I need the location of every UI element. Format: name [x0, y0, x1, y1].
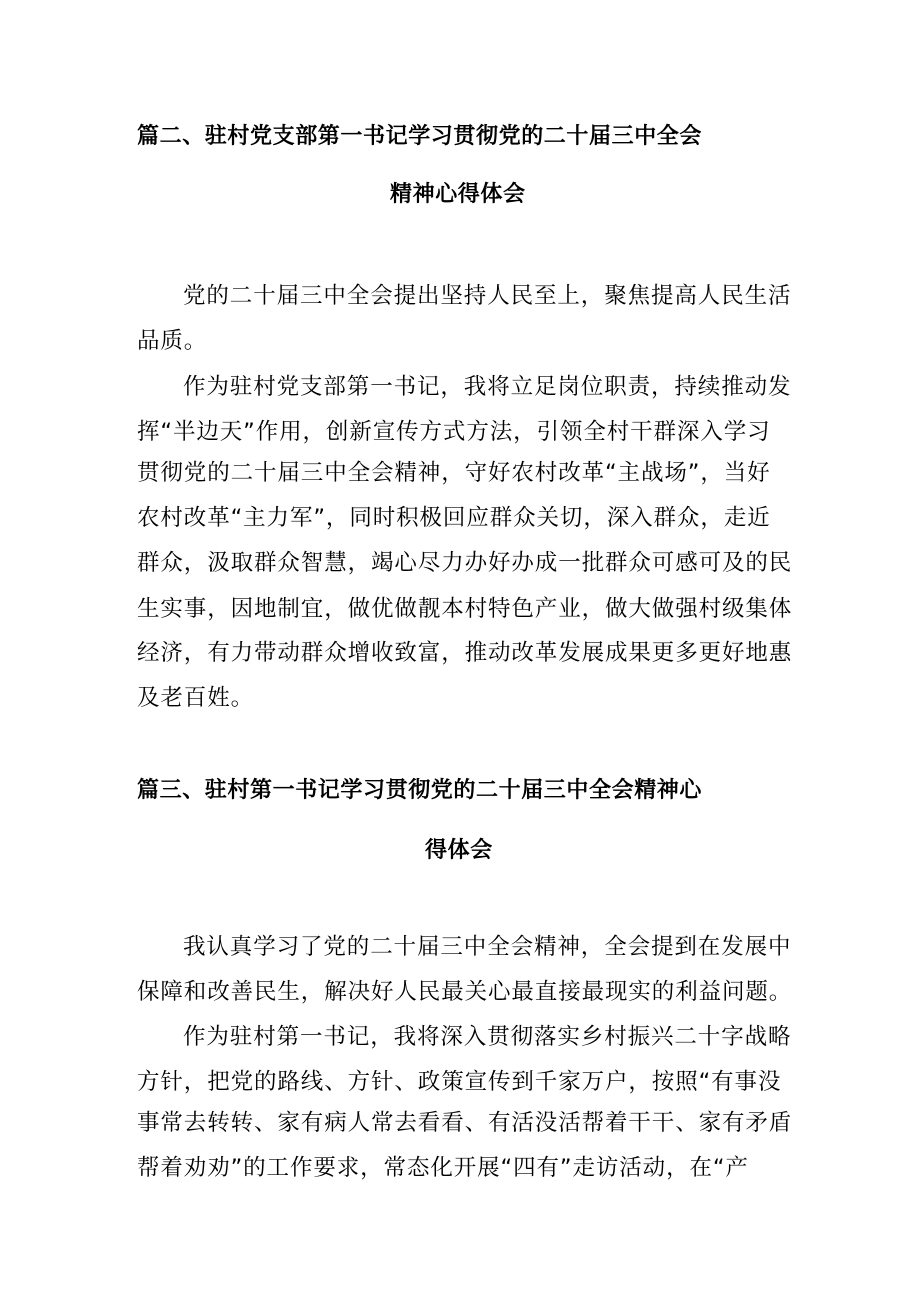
section-heading-line: 得体会 [425, 838, 493, 863]
paragraph-line: 经济，有力带动群众增收致富，推动改革发展成果更多更好地惠 [137, 640, 793, 666]
paragraph-line: 保障和改善民生，解决好人民最关心最直接最现实的利益问题。 [137, 979, 793, 1005]
section-heading-line: 精神心得体会 [390, 182, 526, 207]
paragraph-line: 我认真学习了党的二十届三中全会精神，全会提到在发展中 [183, 934, 792, 960]
paragraph-line: 贯彻党的二十届三中全会精神，守好农村改革“主战场”，当好 [137, 460, 771, 486]
section-heading-line: 篇二、驻村党支部第一书记学习贯彻党的二十届三中全会 [137, 124, 703, 149]
paragraph-line: 作为驻村党支部第一书记，我将立足岗位职责，持续推动发 [183, 374, 792, 400]
paragraph-line: 及老百姓。 [137, 685, 255, 711]
paragraph-line: 品质。 [137, 328, 208, 354]
paragraph-line: 生实事，因地制宜，做优做靓本村特色产业，做大做强村级集体 [137, 596, 793, 622]
paragraph-line: 方针，把党的路线、方针、政策宣传到千家万户，按照“有事没 [137, 1069, 782, 1095]
paragraph-line: 帮着劝劝”的工作要求，常态化开展“四有”走访活动，在“产 [137, 1155, 749, 1181]
paragraph-line: 党的二十届三中全会提出坚持人民至上，聚焦提高人民生活 [183, 283, 792, 309]
section-heading-line: 篇三、驻村第一书记学习贯彻党的二十届三中全会精神心 [137, 778, 703, 803]
paragraph-line: 事常去转转、家有病人常去看看、有活没活帮着干干、家有矛盾 [137, 1110, 793, 1136]
paragraph-line: 农村改革“主力军”，同时积极回应群众关切，深入群众，走近 [137, 505, 771, 531]
paragraph-line: 群众，汲取群众智慧，竭心尽力办好办成一批群众可感可及的民 [137, 550, 793, 576]
paragraph-line: 作为驻村第一书记，我将深入贯彻落实乡村振兴二十字战略 [183, 1024, 792, 1050]
paragraph-line: 挥“半边天”作用，创新宣传方式方法，引领全村干群深入学习 [137, 419, 771, 445]
